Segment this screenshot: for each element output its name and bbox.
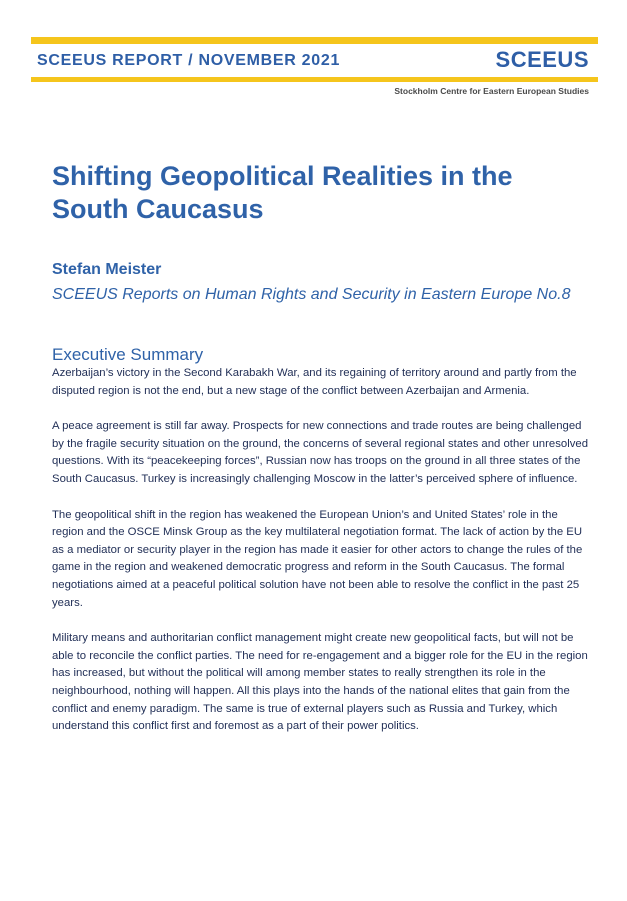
executive-summary-heading: Executive Summary xyxy=(52,345,204,364)
summary-paragraph: The geopolitical shift in the region has weakened the European Union’s and United States’ role in the region and the OSCE Minsk Group as the key multilateral negotiation format. The lack of action by the EU as a mediator or security player in the region has made it easier for other actors to change the rules of the game in the region and weakened democratic progress and reform in the South Caucasus. The formal negotiations aimed at a peaceful political solution have not been able to resolve the conflict in the past 25 years. xyxy=(52,508,583,609)
sceeus-logo: SCEEUS xyxy=(495,47,589,72)
author-name: Stefan Meister xyxy=(52,261,162,278)
header-top-rule xyxy=(31,37,598,44)
report-line: SCEEUS REPORT / NOVEMBER 2021 xyxy=(37,52,341,69)
document-title: Shifting Geopolitical Realities in the South Caucasus xyxy=(52,161,513,224)
header-bottom-rule xyxy=(31,77,598,82)
centre-name: Stockholm Centre for Eastern European Studies xyxy=(394,86,589,96)
report-series: SCEEUS Reports on Human Rights and Security in Eastern Europe No.8 xyxy=(52,286,571,303)
summary-paragraph: Azerbaijan’s victory in the Second Karabakh War, and its regaining of territory around and partly from the disputed region is not the end, but a new stage of the conflict between Azerbaijan and Armenia. xyxy=(52,367,577,397)
summary-paragraph: A peace agreement is still far away. Prospects for new connections and trade routes are being challenged by the fragile security situation on the ground, the concerns of several regional states and other unresolved questions. With its “peacekeeping forces”, Russian now has troops on the ground in all three states of the South Caucasus. Turkey is increasingly challenging Moscow in the latter’s perceived sphere of influence. xyxy=(52,420,588,485)
executive-summary-body xyxy=(52,365,592,754)
summary-paragraph: Military means and authoritarian conflict management might create new geopolitical facts, but will not be able to reconcile the conflict parties. The need for re-engagement and a bigger role for the EU in the region has increased, but without the political will among member states to really strengthen its role in the neighbourhood, nothing will happen. All this plays into the hands of the national elites that gain from the conflict and enemy paradigm. The same is true of external players such as Russia and Turkey, which understand this conflict first and foremost as a part of their power politics. xyxy=(52,632,588,733)
